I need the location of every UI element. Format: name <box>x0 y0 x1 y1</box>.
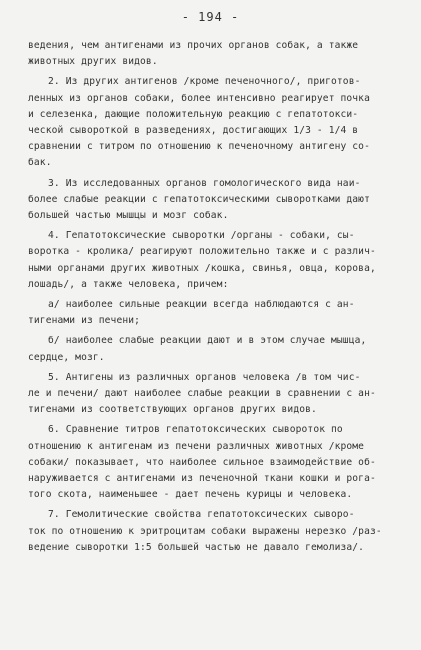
text-line: ленных из органов собаки, более интенсивно реагирует почка <box>28 92 370 104</box>
text-line: тигенами из печени; <box>28 315 141 327</box>
text-line: бак. <box>28 157 52 169</box>
text-line: большей частью мышцы и мозг собак. <box>28 210 229 222</box>
text-line: 5. Антигены из различных органов человека /в том чис- <box>48 371 361 383</box>
text-line: 6. Сравнение титров гепатотоксических сывороток по <box>48 424 343 436</box>
text-line: ными органами других животных /кошка, свинья, овца, корова, <box>28 262 376 274</box>
text-line: 7. Гемолитические свойства гепатотоксических сыворо- <box>48 509 355 521</box>
text-line: ле и печени/ дают наиболее слабые реакции в сравнении с ан- <box>28 388 376 400</box>
text-line: тигенами из соответствующих органов других видов. <box>28 404 317 416</box>
text-line: отношению к антигенам из печени различных животных /кроме <box>28 440 365 452</box>
text-line: ведение сыворотки 1:5 большей частью не давало гемолиза/. <box>28 541 365 553</box>
text-line: 2. Из других антигенов /кроме печеночного/, приготов- <box>48 76 361 88</box>
text-line: наруживается с антигенами из печеночной ткани кошки и рога- <box>28 473 376 485</box>
text-line: а/ наиболее сильные реакции всегда наблюдаются с ан- <box>48 299 355 311</box>
text-line: того скота, наименьшее - дает печень курицы и человека. <box>28 489 353 501</box>
text-line: лошадь/, а также человека, причем: <box>28 278 229 290</box>
text-line: сравнении с титром по отношению к печеночному антигену со- <box>28 141 370 153</box>
text-line: воротка - кролика/ реагируют положительно также и с различ- <box>28 246 376 258</box>
text-line: ческой сывороткой в разведениях, достигающих 1/3 - 1/4 в <box>28 125 359 137</box>
text-line: животных других видов. <box>28 56 158 68</box>
text-line: ток по отношению к эритроцитам собаки выражены нерезко /раз- <box>28 525 382 537</box>
text-line: сердце, мозг. <box>28 351 105 363</box>
text-line: более слабые реакции с гепатотоксическими сыворотками дают <box>28 193 370 205</box>
text-line: и селезенка, дающие положительную реакцию с гепатотокси- <box>28 108 359 120</box>
text-line: собаки/ показывает, что наиболее сильное взаимодействие об- <box>28 456 376 468</box>
page-number: - 194 - <box>181 10 240 24</box>
text-line: б/ наиболее слабые реакции дают и в этом случае мышца, <box>48 335 367 347</box>
text-line: ведения, чем антигенами из прочих органов собак, а также <box>28 40 359 51</box>
text-line: 3. Из исследованных органов гомологического вида наи- <box>48 177 361 189</box>
body-text <box>28 38 400 556</box>
text-line: 4. Гепатотоксические сыворотки /органы - собаки, сы- <box>48 230 355 242</box>
